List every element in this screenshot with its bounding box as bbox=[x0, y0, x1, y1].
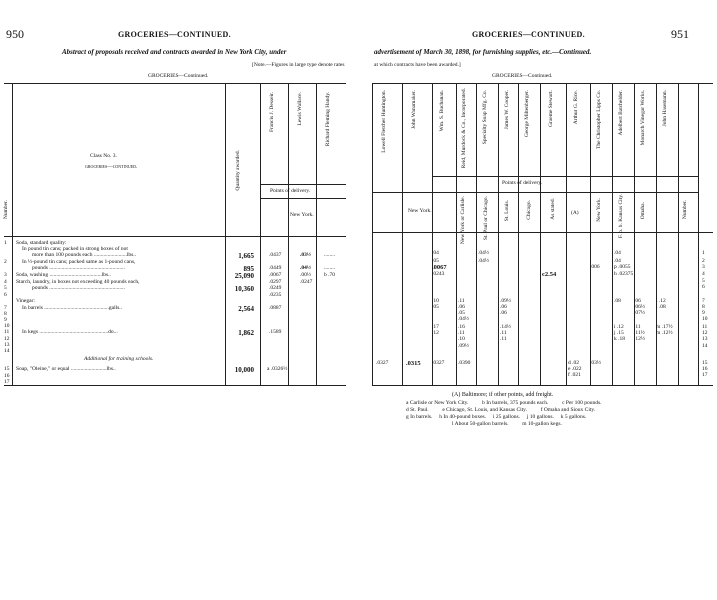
points-of-delivery-label: Points of delivery. bbox=[502, 180, 543, 186]
row-number: 8 bbox=[702, 304, 705, 310]
training-heading-row: Additional for training schools. bbox=[84, 356, 154, 362]
table-row: more than 100 pounds each ........................lbs.. 1,665 .0437 .03½ ........ bbox=[32, 252, 335, 260]
table-cell: .11 bbox=[458, 330, 465, 336]
table-row: 10 bbox=[4, 323, 10, 329]
note-right: at which contracts have been awarded.] bbox=[374, 62, 461, 68]
delivery-new-york-2: New York. bbox=[596, 198, 602, 222]
table-row: 14 bbox=[4, 348, 10, 354]
bidder-11: Adelbert Batchelder. bbox=[618, 90, 624, 136]
delivery-st-louis: St. Louis. bbox=[504, 200, 510, 222]
row-number: 6 bbox=[702, 284, 705, 290]
table-cell: p .0055 bbox=[614, 264, 631, 270]
delivery-new-york: New York. bbox=[290, 212, 314, 218]
delivery-chicago: Chicago. bbox=[526, 200, 532, 220]
table-cell: .04½ bbox=[478, 258, 489, 264]
bidder-1: Francis J. Desseir. bbox=[269, 92, 275, 133]
table-row: 4 Starch, laundry, in boxes not exceeding 40 pounds each, .0297 .0247 bbox=[4, 279, 313, 285]
bidder-10: The Christopher Lipps Co. bbox=[596, 90, 602, 149]
row-number: 4 bbox=[702, 271, 705, 277]
header-bottom-rule bbox=[4, 236, 346, 237]
col-rule bbox=[566, 83, 567, 385]
row-number: 15 bbox=[702, 360, 708, 366]
row-number: 12 bbox=[702, 330, 708, 336]
table-cell: .14½ bbox=[500, 324, 511, 330]
table-row: 13 bbox=[4, 342, 10, 348]
points-rule bbox=[260, 184, 346, 185]
delivery-omaha: Omaha. bbox=[640, 202, 646, 220]
col-rule bbox=[656, 83, 657, 385]
col-rule bbox=[678, 83, 679, 385]
table-row: 3 Soda, washing ......................................lbs.. 25,090 .0067 .00½ b .70 bbox=[4, 272, 335, 280]
table-row: 1 Soda, standard quality: bbox=[4, 240, 67, 246]
delivery-st-paul-chicago: St. Paul or Chicago. bbox=[483, 196, 489, 241]
bidder-12: Monarch Vinegar Works. bbox=[640, 90, 646, 146]
footnote-line: g In barrels. h In 40-pound boxes. i 25 gallons. j 10 gallons. k 5 gallons. bbox=[406, 414, 587, 420]
table-cell: .0327 bbox=[376, 360, 389, 366]
table-cell: .06 bbox=[634, 298, 641, 304]
table-row: 8 bbox=[4, 311, 7, 317]
delivery-new-york: New York. bbox=[408, 208, 432, 214]
table-cell: .04½ bbox=[458, 316, 469, 322]
table-bottom-rule bbox=[4, 385, 346, 386]
class-heading: Class No. 3. bbox=[90, 153, 117, 159]
table-cell: .04½ bbox=[478, 250, 489, 256]
bidder-3: Wm. S. Buchanan. bbox=[439, 90, 445, 132]
col-rule bbox=[540, 83, 541, 385]
table-cell: i .12 bbox=[656, 298, 666, 304]
table-cell: .04 bbox=[614, 250, 621, 256]
col-rule bbox=[498, 83, 499, 385]
bidder-9: Arthur G. Rice. bbox=[573, 90, 579, 125]
table-cell: e .022 bbox=[568, 366, 582, 372]
table-cell: .10 bbox=[458, 336, 465, 342]
table-row: 5 pounds ....................................................... 10,360 .0249 bbox=[4, 285, 282, 293]
footnote-line: a Carlisle or New York City. b In barrels, 375 pounds each. c Per 100 pounds. bbox=[406, 400, 602, 406]
row-number: 13 bbox=[702, 336, 708, 342]
table-cell: .11½ bbox=[634, 330, 645, 336]
table-cell: .03½ bbox=[590, 360, 601, 366]
table-top-rule bbox=[372, 83, 713, 84]
table-cell: .0067 bbox=[432, 264, 447, 271]
col-rule bbox=[518, 83, 519, 385]
row-number: 14 bbox=[702, 343, 708, 349]
table-cell: .06½ bbox=[634, 304, 645, 310]
table-row: In pound tin cans; packed in strong boxes of not bbox=[22, 246, 128, 252]
row-number: 9 bbox=[702, 310, 705, 316]
section-label-left: GROCERIES—Continued. bbox=[148, 73, 209, 79]
table-cell: m .12½ bbox=[656, 330, 673, 336]
col-rule bbox=[476, 83, 477, 385]
col-rule bbox=[402, 83, 403, 385]
row-number: 1 bbox=[702, 250, 705, 256]
col-number-label: Number. bbox=[682, 200, 688, 220]
table-cell: .16 bbox=[458, 324, 465, 330]
table-row: 15 Soap, "Oleine," or equal ..........................lbs.. 10,000 a .0326½ bbox=[4, 366, 288, 374]
table-cell: .05 bbox=[432, 258, 439, 264]
col-number-label: Number. bbox=[3, 200, 9, 220]
table-cell: i .08 bbox=[656, 304, 666, 310]
footnote-line: l About 50-gallon barrels. m 10-gallon kegs. bbox=[452, 421, 562, 427]
points-rule bbox=[260, 198, 346, 199]
table-cell: m .17½ bbox=[656, 324, 673, 330]
title-right: advertisement of March 30, 1898, for furnishing supplies, etc.—Continued. bbox=[374, 48, 592, 56]
table-cell: .11 bbox=[500, 330, 507, 336]
row-number: 10 bbox=[702, 316, 708, 322]
table-cell: i .12 bbox=[614, 324, 624, 330]
footnote-line: d St. Paul. e Chicago, St. Louis, and Kansas City. f Omaha and Sioux City. bbox=[406, 407, 596, 413]
table-cell: .10 bbox=[432, 298, 439, 304]
bidder-6: James W. Cooper. bbox=[504, 90, 510, 130]
table-top-rule bbox=[4, 83, 346, 84]
table-cell: .0243 bbox=[432, 271, 445, 277]
bidder-4: Reid, Murdock & Co., Incorporated. bbox=[461, 88, 467, 169]
table-cell: .12½ bbox=[634, 336, 645, 342]
col-rule bbox=[432, 83, 433, 385]
delivery-a: (A) bbox=[571, 210, 579, 216]
table-cell: .06 bbox=[458, 304, 465, 310]
page-number-left: 950 bbox=[6, 27, 24, 41]
table-cell: .0327 bbox=[432, 360, 445, 366]
table-row: 11 In kegs ..................................................do... 1,862 .1589 bbox=[4, 329, 282, 337]
bidder-3: Richard Fleming Handy. bbox=[325, 92, 331, 147]
col-rule bbox=[456, 83, 457, 385]
table-cell: .11 bbox=[500, 336, 507, 342]
running-head-left: GROCERIES—CONTINUED. bbox=[118, 30, 231, 39]
table-cell: d .02 bbox=[568, 360, 579, 366]
row-number: 7 bbox=[702, 298, 705, 304]
table-cell: f .021 bbox=[568, 372, 581, 378]
row-number: 17 bbox=[702, 372, 708, 378]
table-cell: .11 bbox=[634, 324, 641, 330]
table-cell: .17 bbox=[432, 324, 439, 330]
table-cell: .05 bbox=[458, 310, 465, 316]
bidder-5: Specialty Soap Mfg. Co. bbox=[482, 90, 488, 145]
table-cell: k .18 bbox=[614, 336, 625, 342]
bidder-8: Graeme Stewart. bbox=[548, 90, 554, 127]
bidder-1: Lowell Fletcher Huntington. bbox=[381, 90, 387, 153]
table-cell: .0315 bbox=[406, 360, 421, 367]
col-rule bbox=[590, 83, 591, 385]
row-number: 3 bbox=[702, 264, 705, 270]
bidder-13: John Hasemann. bbox=[662, 90, 668, 127]
table-cell: .06 bbox=[500, 304, 507, 310]
bidder-2: John Wanamaker. bbox=[411, 90, 417, 129]
table-row: 7 In barrels ...............................................galls.. 2,564 .0887 bbox=[4, 305, 282, 313]
class-sub: groceries—continued. bbox=[85, 164, 138, 170]
table-cell: .11 bbox=[458, 298, 465, 304]
delivery-as-stated: As stated. bbox=[550, 198, 556, 220]
table-cell: .08 bbox=[614, 298, 621, 304]
table-cell: c2.54 bbox=[542, 271, 557, 278]
title-left: Abstract of proposals received and contracts awarded in New York City, under bbox=[62, 48, 287, 56]
table-cell: .0390 bbox=[458, 360, 471, 366]
table-row: 17 bbox=[4, 379, 10, 385]
left-rows bbox=[4, 240, 346, 385]
col-rule bbox=[372, 83, 373, 385]
table-row: 9 bbox=[4, 317, 7, 323]
row-number: 5 bbox=[702, 278, 705, 284]
bidder-2: Lewis Wallace. bbox=[297, 92, 303, 126]
table-cell: .06 bbox=[500, 310, 507, 316]
table-cell: j .15 bbox=[614, 330, 624, 336]
page-number-right: 951 bbox=[671, 27, 689, 41]
row-number: 11 bbox=[702, 324, 708, 330]
table-cell: .09½ bbox=[458, 343, 469, 349]
table-cell: .04 bbox=[432, 250, 439, 256]
table-cell: .07½ bbox=[634, 310, 645, 316]
table-bottom-rule bbox=[372, 385, 713, 386]
points-rule bbox=[432, 176, 698, 177]
points-of-delivery-label: Points of delivery. bbox=[270, 188, 311, 194]
table-row: Vinegar: bbox=[16, 298, 35, 304]
col-quantity-label: Quantity awarded. bbox=[235, 150, 241, 191]
table-cell: h .02375 bbox=[614, 271, 634, 277]
delivery-fob-kansas-city: F. o. b. Kansas City. bbox=[618, 194, 624, 239]
table-row: 2 In ½-pound tin cans; packed same as 1-pound cans, bbox=[4, 259, 136, 265]
col-rule bbox=[612, 83, 613, 385]
header-bottom-rule bbox=[372, 232, 713, 233]
row-number: 16 bbox=[702, 366, 708, 372]
table-cell: .04 bbox=[614, 258, 621, 264]
row-number: 2 bbox=[702, 258, 705, 264]
table-cell: .006 bbox=[590, 264, 600, 270]
table-cell: .12 bbox=[432, 330, 439, 336]
table-row: 16 bbox=[4, 373, 10, 379]
table-cell: .05 bbox=[432, 304, 439, 310]
points-rule bbox=[372, 192, 698, 193]
table-cell: .09½ bbox=[500, 298, 511, 304]
delivery-ny-carlisle: New York or Carlisle. bbox=[460, 196, 466, 245]
running-head-right: GROCERIES—CONTINUED. bbox=[472, 30, 585, 39]
table-row: 6 .0235 bbox=[4, 292, 282, 298]
footnote-a: (A) Baltimore; if other points, add freight. bbox=[452, 392, 554, 398]
section-label-right: GROCERIES—Continued. bbox=[492, 73, 553, 79]
bidder-7: George Miltenberger. bbox=[524, 90, 530, 138]
note-left: [Note.—Figures in large type denote rates bbox=[252, 62, 345, 68]
table-row: 12 bbox=[4, 336, 10, 342]
table-row: pounds ....................................................... 895 .0449 .04½ ........ bbox=[32, 265, 335, 273]
col-rule bbox=[698, 83, 699, 385]
